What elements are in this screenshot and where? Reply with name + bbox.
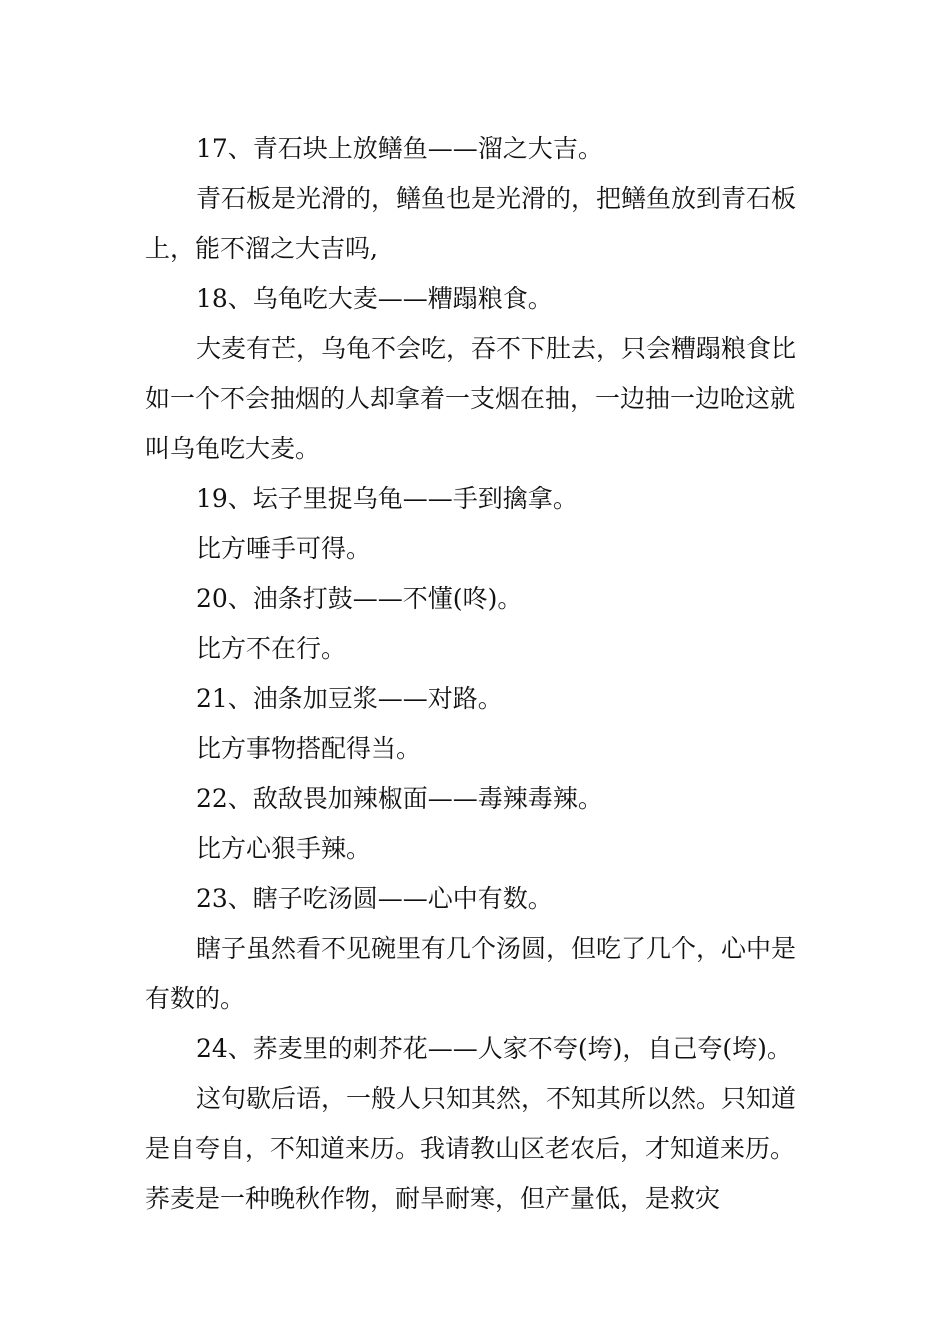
paragraph-22-body: 比方心狠手辣。 — [196, 834, 372, 863]
paragraph-21-title: 21、油条加豆浆——对路。 — [196, 684, 503, 713]
paragraph-24-body: 这句歇后语，一般人只知其然，不知其所以然。只知道是自夸自，不知道来历。我请教山区老农后，才知道来历。荞麦是一种晚秋作物，耐旱耐寒，但产量低，是救灾 — [145, 1084, 797, 1213]
paragraph-19-title: 19、坛子里捉乌龟——手到擒拿。 — [196, 484, 578, 513]
paragraph-23-body: 瞎子虽然看不见碗里有几个汤圆，但吃了几个，心中是有数的。 — [145, 934, 797, 1013]
paragraph-20-title: 20、油条打鼓——不懂(咚)。 — [196, 584, 523, 613]
paragraph-18-title: 18、乌龟吃大麦——糟蹋粮食。 — [196, 284, 553, 313]
paragraph-18-body: 大麦有芒，乌龟不会吃，吞不下肚去，只会糟蹋粮食比如一个不会抽烟的人却拿着一支烟在抽，一边抽一边呛这就叫乌龟吃大麦。 — [145, 334, 797, 463]
paragraph-22-title: 22、敌敌畏加辣椒面——毒辣毒辣。 — [196, 784, 603, 813]
paragraph-20-body: 比方不在行。 — [196, 634, 347, 663]
paragraph-21-body: 比方事物搭配得当。 — [196, 734, 422, 763]
paragraph-23-title: 23、瞎子吃汤圆——心中有数。 — [196, 884, 553, 913]
paragraph-24-title: 24、荞麦里的刺芥花——人家不夸(垮)，自己夸(垮)。 — [196, 1034, 792, 1063]
paragraph-17-body: 青石板是光滑的，鳝鱼也是光滑的，把鳝鱼放到青石板上，能不溜之大吉吗, — [145, 184, 797, 263]
paragraph-19-body: 比方唾手可得。 — [196, 534, 372, 563]
paragraph-17-title: 17、青石块上放鳝鱼——溜之大吉。 — [196, 134, 603, 163]
document-page — [145, 124, 810, 1224]
